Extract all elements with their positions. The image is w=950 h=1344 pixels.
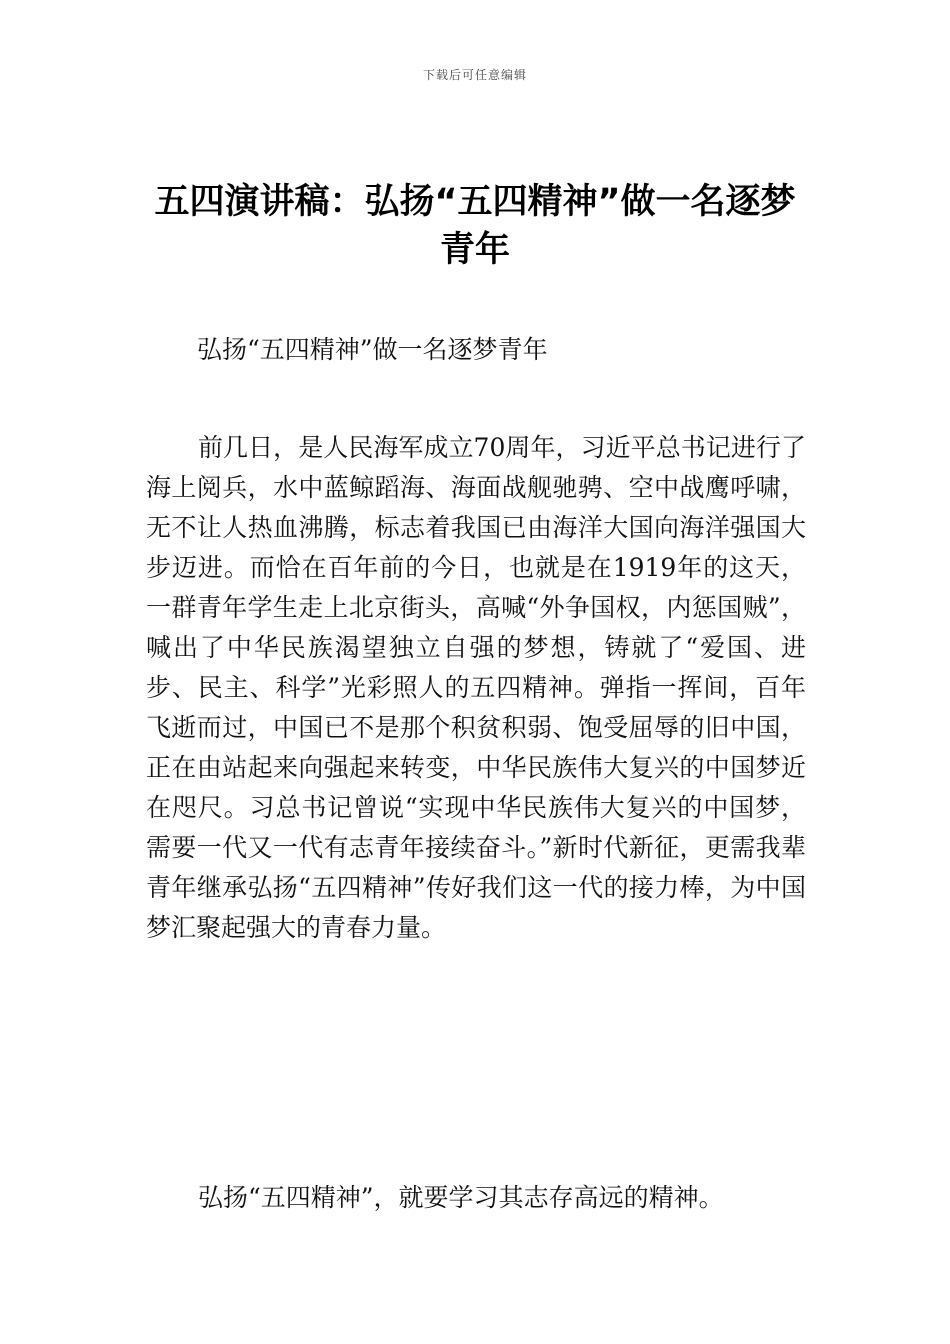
header-note: 下载后可任意编辑 <box>422 68 527 82</box>
document-subtitle: 弘扬“五四精神”做一名逐梦青年 <box>197 335 548 364</box>
body-paragraph: 前几日，是人民海军成立70周年，习近平总书记进行了海上阅兵，水中蓝鲸蹈海、海面战舰驰骋、空中战鹰呼啸，无不让人热血沸腾，标志着我国已由海洋大国向海洋强国大步迈进。而恰在百年前的今日，也就是在1919年的这天，一群青年学生走上北京街头，高喊“外争国权，内惩国贼”，喊出了中华民族渴望独立自强的梦想，铸就了“爱国、进步、民主、科学”光彩照人的五四精神。弹指一挥间，百年飞逝而过，中国已不是那个积贫积弱、饱受屈辱的旧中国，正在由站起来向强起来转变，中华民族伟大复兴的中国梦近在咫尺。习总书记曾说“实现中华民族伟大复兴的中国梦，需要一代又一代有志青年接续奋斗。”新时代新征，更需我辈青年继承弘扬“五四精神”传好我们这一代的接力棒，为中国梦汇聚起强大的青春力量。 <box>146 433 806 942</box>
body-paragraph: 弘扬“五四精神”，就要学习其志存高远的精神。 <box>198 1183 724 1212</box>
document-title: 五四演讲稿：弘扬“五四精神”做一名逐梦青年 <box>154 182 796 270</box>
